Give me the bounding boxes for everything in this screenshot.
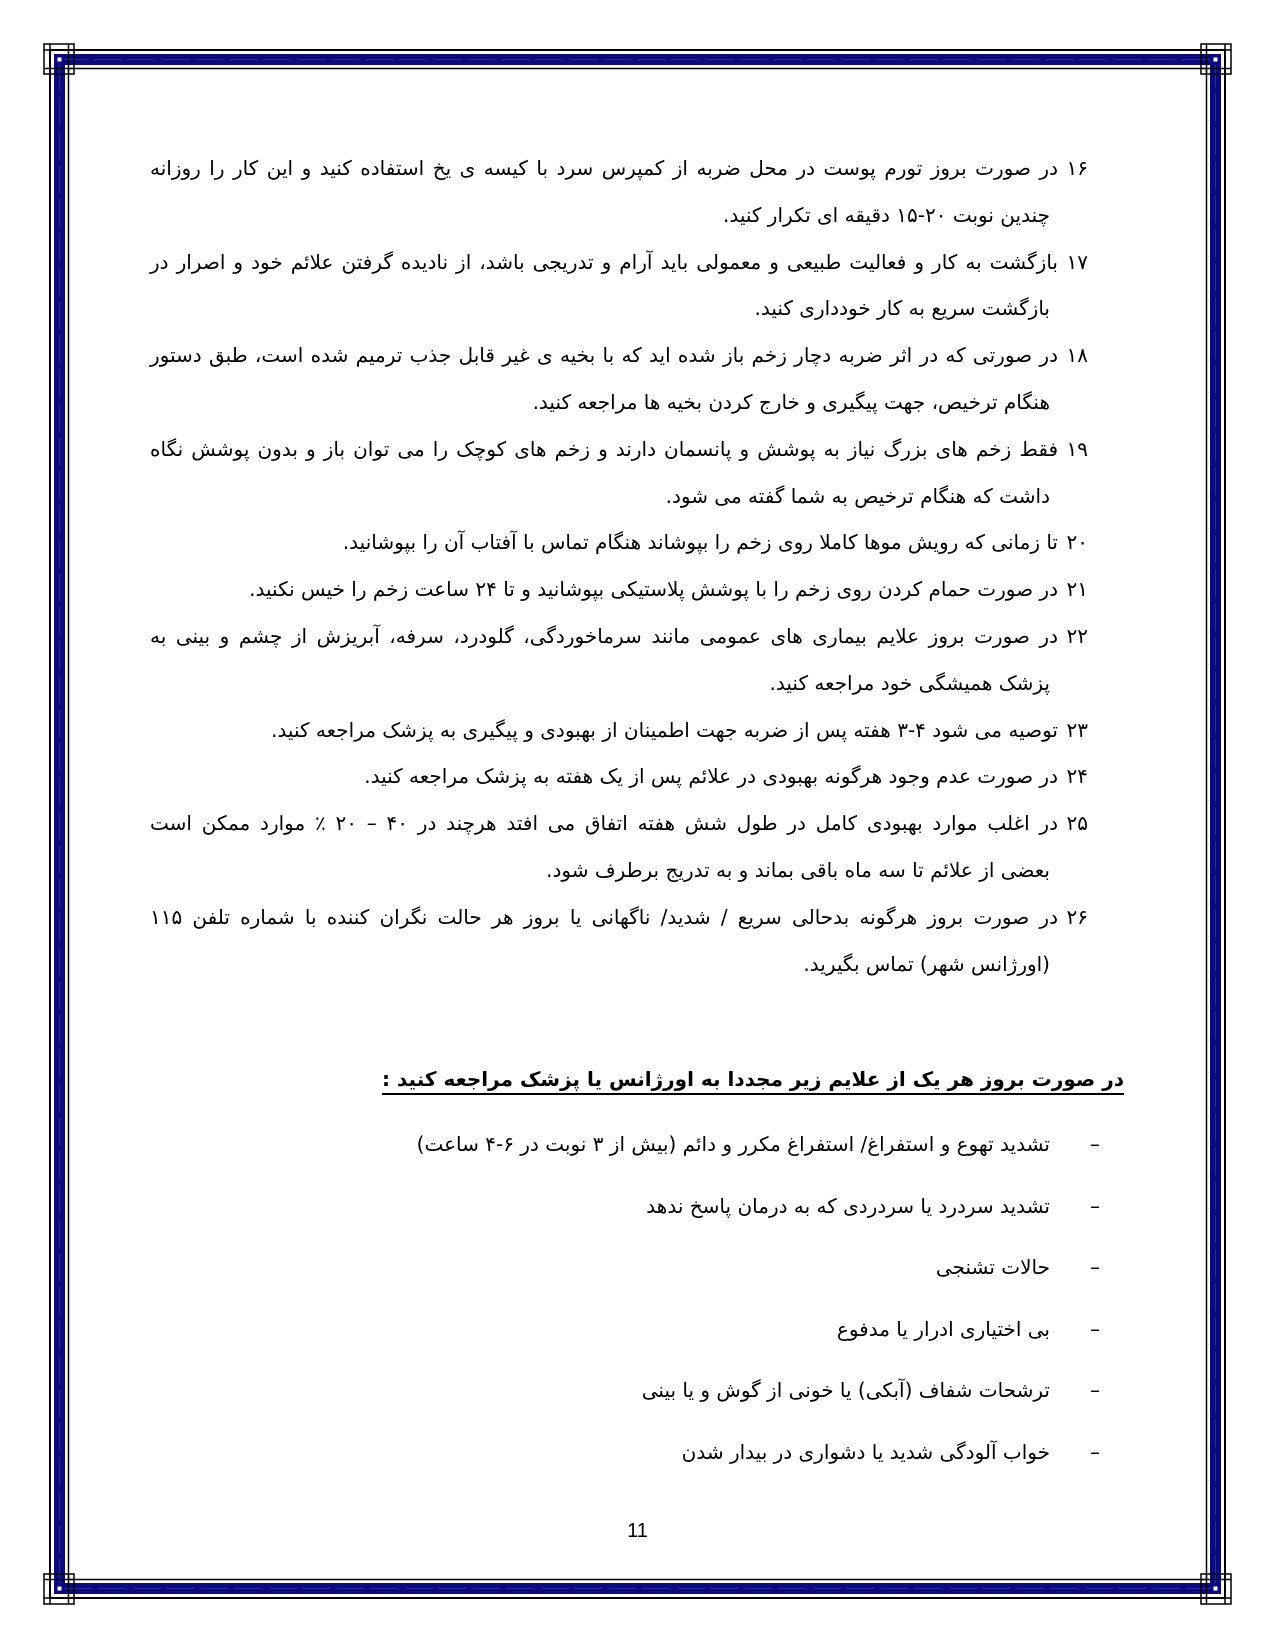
instruction-item-19 — [150, 426, 1088, 520]
instruction-item-16 — [150, 145, 1088, 239]
instruction-item-26 — [150, 894, 1088, 988]
item-line: در صورت حمام کردن روی زخم را با پوشش پلاستیکی بپوشانید و تا ۲۴ ساعت زخم را خیس نکنید. — [249, 577, 1058, 602]
instruction-item-25 — [150, 800, 1088, 894]
instruction-item-18 — [150, 332, 1088, 426]
symptom-item — [380, 1360, 1100, 1422]
bullet-dash: – — [1090, 1132, 1100, 1156]
symptom-text: خواب آلودگی شدید یا دشواری در بیدار شدن — [681, 1439, 1050, 1464]
bullet-dash: – — [1090, 1439, 1100, 1464]
item-line: پزشک همیشگی خود مراجعه کنید. — [769, 670, 1050, 695]
symptom-item — [380, 1422, 1100, 1484]
symptom-item — [380, 1176, 1100, 1238]
bullet-dash: – — [1090, 1255, 1100, 1279]
warning-symptom-list — [380, 1114, 1100, 1483]
item-number: ۲۶ — [1066, 904, 1088, 929]
item-line: فقط زخم های بزرگ نیاز به پوشش و پانسمان دارند و زخم های کوچک را می توان باز و بدون پوشش نگاه — [150, 436, 1058, 461]
item-number: ۲۳ — [1066, 717, 1088, 742]
instruction-item-22 — [150, 613, 1088, 707]
item-line: بعضی از علائم تا سه ماه باقی بماند و به تدریج برطرف شود. — [546, 857, 1050, 882]
instruction-item-21 — [150, 566, 1088, 613]
symptom-text: حالات تشنجی — [935, 1255, 1050, 1279]
symptom-item — [380, 1114, 1100, 1176]
item-number: ۲۵ — [1066, 811, 1088, 836]
symptom-item — [380, 1299, 1100, 1361]
bullet-dash: – — [1090, 1316, 1100, 1341]
item-line: بازگشت به کار و فعالیت طبیعی و معمولی باید آرام و تدریجی باشد، از نادیده گرفتن علائم خود و اصرار در — [150, 249, 1058, 274]
item-line: در صورت بروز هرگونه بدحالی سریع / شدید/ ناگهانی یا بروز هر حالت نگران کننده با شماره تلفن ۱۱۵ — [150, 904, 1058, 929]
page-number: 11 — [627, 1520, 648, 1542]
symptom-text: تشدید تهوع و استفراغ/ استفراغ مکرر و دائم (بیش از ۳ نوبت در ۶-۴ ساعت) — [416, 1132, 1050, 1156]
symptom-text: تشدید سردرد یا سردردی که به درمان پاسخ ندهد — [646, 1193, 1050, 1218]
item-line: تا زمانی که رویش موها کاملا روی زخم را بپوشاند هنگام تماس با آفتاب آن را بپوشانید. — [342, 530, 1058, 555]
item-line: توصیه می شود ۴-۳ هفته پس از ضربه جهت اطمینان از بهبودی و پیگیری به پزشک مراجعه کنید. — [271, 717, 1058, 742]
item-number: ۲۴ — [1066, 764, 1088, 789]
item-line: در اغلب موارد بهبودی کامل در طول شش هفته اتفاق می افتد هرچند در ۴۰ – ۲۰ ٪ موارد ممکن است — [150, 811, 1058, 836]
bullet-dash: – — [1090, 1193, 1100, 1218]
item-line: در صورت عدم وجود هرگونه بهبودی در علائم پس از یک هفته به پزشک مراجعه کنید. — [364, 764, 1058, 789]
item-number: ۱۶ — [1066, 156, 1088, 180]
warning-heading: در صورت بروز هر یک از علایم زیر مجددا به اورژانس یا پزشک مراجعه کنید : — [382, 1067, 1124, 1091]
item-line: در صورت بروز تورم پوست در محل ضربه از کمپرس سرد با کیسه ی یخ استفاده کنید و این کار را روزانه — [150, 156, 1058, 180]
bullet-dash: – — [1090, 1378, 1100, 1402]
item-number: ۲۲ — [1066, 623, 1088, 648]
symptom-text: ترشحات شفاف (آبکی) یا خونی از گوش و یا بینی — [641, 1378, 1050, 1402]
instructions-list — [150, 145, 1088, 987]
item-line: هنگام ترخیص، جهت پیگیری و خارج کردن بخیه ها مراجعه کنید. — [532, 389, 1050, 414]
item-number: ۱۹ — [1066, 436, 1088, 461]
instruction-item-23 — [150, 707, 1088, 754]
item-number: ۲۱ — [1066, 577, 1088, 602]
item-line: چندین نوبت ۲۰-۱۵ دقیقه ای تکرار کنید. — [723, 202, 1050, 227]
item-line: در صورت بروز علایم بیماری های عمومی مانند سرماخوردگی، گلودرد، سرفه، آبریزش از چشم و بینی به — [150, 623, 1058, 648]
item-line: در صورتی که در اثر ضربه دچار زخم باز شده اید که با بخیه ی غیر قابل جذب ترمیم شده است، طبق دستور — [150, 343, 1058, 368]
symptom-text: بی اختیاری ادرار یا مدفوع — [836, 1316, 1050, 1341]
item-line: بازگشت سریع به کار خودداری کنید. — [754, 296, 1050, 321]
item-number: ۱۷ — [1066, 249, 1088, 274]
instruction-item-24 — [150, 753, 1088, 800]
item-line: (اورژانس شهر) تماس بگیرید. — [803, 951, 1050, 976]
symptom-item — [380, 1237, 1100, 1299]
instruction-item-20 — [150, 519, 1088, 566]
instruction-item-17 — [150, 239, 1088, 333]
item-number: ۱۸ — [1066, 343, 1088, 368]
item-number: ۲۰ — [1066, 530, 1088, 555]
item-line: داشت که هنگام ترخیص به شما گفته می شود. — [665, 483, 1050, 508]
